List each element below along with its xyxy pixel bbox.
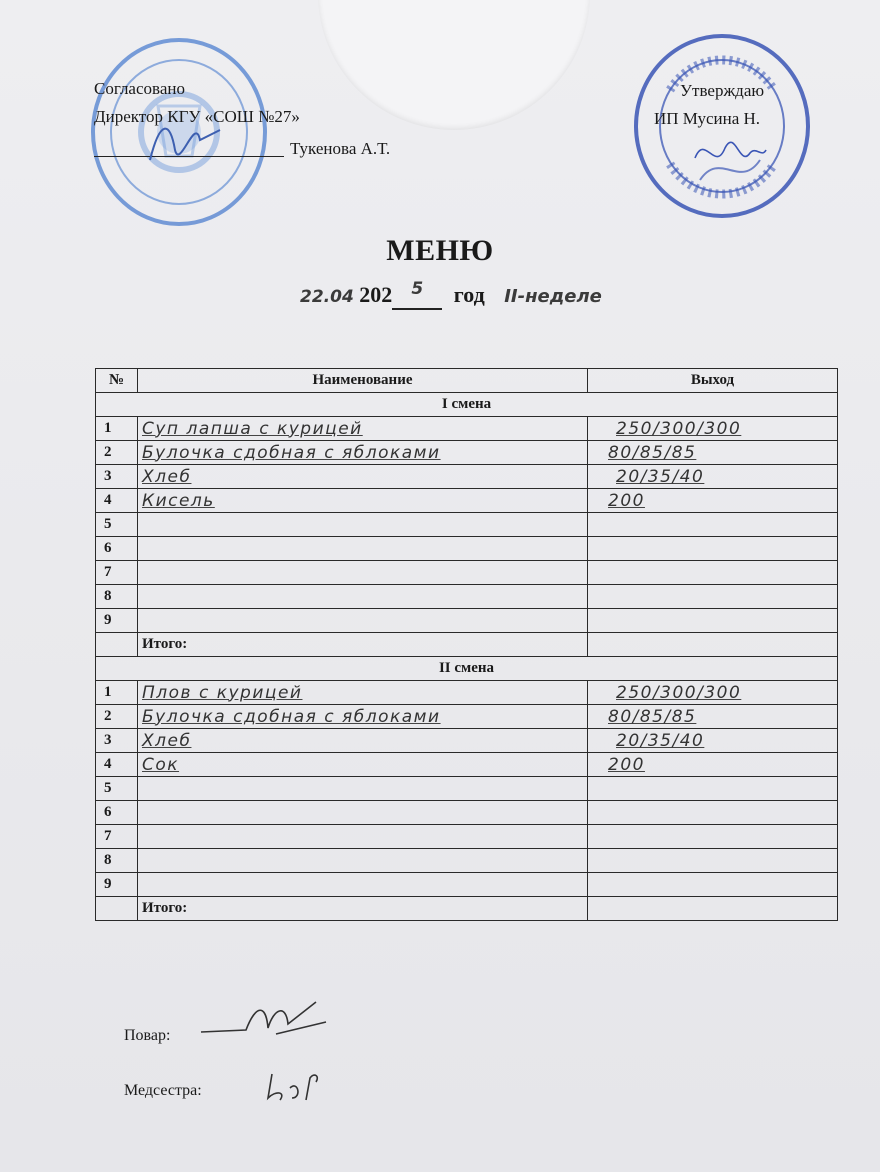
shift1-row-number: 1 [96, 417, 138, 441]
page-title: МЕНЮ [386, 234, 494, 267]
shift2-dish-name-text: Хлеб [142, 730, 192, 751]
shift2-row [96, 777, 838, 801]
shift2-row-number: 1 [96, 681, 138, 705]
shift1-row [96, 513, 838, 537]
shift1-dish-name [138, 441, 588, 465]
shift2-output-text: 250/300/300 [616, 682, 742, 703]
shift2-dish-name-text: Плов с курицей [142, 682, 303, 703]
shift1-output [588, 609, 838, 633]
shift1-dish-name-text: Суп лапша с курицей [142, 418, 363, 439]
shift1-dish-name [138, 513, 588, 537]
shift2-dish-name [138, 753, 588, 777]
shift1-row-number: 2 [96, 441, 138, 465]
shift2-output [588, 801, 838, 825]
shift2-total-label: Итого: [138, 897, 588, 921]
shift1-row [96, 489, 838, 513]
approval-approve-label: Утверждаю [680, 81, 765, 100]
shift1-row [96, 609, 838, 633]
shift1-dish-name [138, 585, 588, 609]
shift2-output [588, 777, 838, 801]
shift1-output [588, 561, 838, 585]
shift1-row [96, 585, 838, 609]
shift2-dish-name [138, 873, 588, 897]
shift2-row-number: 4 [96, 753, 138, 777]
shift1-dish-name [138, 417, 588, 441]
shift2-row-number: 8 [96, 849, 138, 873]
col-header-output: Выход [588, 369, 838, 393]
year-digit: 5 [411, 279, 424, 299]
shift2-row-number: 5 [96, 777, 138, 801]
shift1-row [96, 441, 838, 465]
shift2-dish-name-text: Булочка сдобная с яблоками [142, 706, 441, 727]
shift2-output [588, 681, 838, 705]
shift1-output [588, 513, 838, 537]
director-signature [140, 110, 230, 175]
shift2-row [96, 873, 838, 897]
shift2-dish-name [138, 825, 588, 849]
shift1-row-number: 3 [96, 465, 138, 489]
shift1-dish-name [138, 537, 588, 561]
shift1-rows [96, 417, 838, 633]
shift1-total-row [96, 633, 838, 657]
shift2-row [96, 681, 838, 705]
shift1-dish-name [138, 465, 588, 489]
shift1-total-label: Итого: [138, 633, 588, 657]
shift2-output [588, 705, 838, 729]
shift2-output [588, 825, 838, 849]
shift1-row-number: 7 [96, 561, 138, 585]
shift1-output [588, 585, 838, 609]
shift1-dish-name-text: Булочка сдобная с яблоками [142, 442, 441, 463]
shift2-rows [96, 681, 838, 897]
shift1-output-text: 20/35/40 [616, 466, 705, 487]
shift2-row-number: 3 [96, 729, 138, 753]
director-name: Тукенова А.Т. [290, 139, 391, 158]
shift2-dish-name [138, 777, 588, 801]
nurse-signature [262, 1068, 332, 1113]
shift1-row [96, 465, 838, 489]
shift2-output [588, 753, 838, 777]
shift1-output [588, 489, 838, 513]
shift1-row [96, 561, 838, 585]
shift2-row [96, 801, 838, 825]
shift2-output-text: 20/35/40 [616, 730, 705, 751]
col-header-number: № [96, 369, 138, 393]
shift2-row-number: 6 [96, 801, 138, 825]
shift1-dish-name [138, 561, 588, 585]
nurse-label: Медсестра: [124, 1082, 202, 1099]
owner-signature [690, 128, 770, 183]
shift2-dish-name-text: Сок [142, 754, 180, 775]
cook-signature [196, 994, 336, 1049]
col-header-name: Наименование [138, 369, 588, 393]
year-prefix: 202 [359, 282, 393, 307]
shift1-row [96, 417, 838, 441]
year-word: год [453, 282, 485, 307]
approval-director-label: Директор КГУ «СОШ №27» [94, 107, 300, 126]
shift1-row-number: 6 [96, 537, 138, 561]
menu-table [95, 368, 838, 921]
shift2-total-row [96, 897, 838, 921]
shift2-row [96, 729, 838, 753]
shift2-dish-name [138, 729, 588, 753]
shift1-dish-name [138, 489, 588, 513]
shift1-output-text: 80/85/85 [608, 442, 697, 463]
shift2-row [96, 705, 838, 729]
shift2-row-number: 7 [96, 825, 138, 849]
shift2-output [588, 729, 838, 753]
handwritten-date: 22.04 [300, 287, 354, 307]
shift1-output [588, 441, 838, 465]
shift2-dish-name [138, 849, 588, 873]
cook-label: Повар: [124, 1027, 171, 1044]
shift2-output-text: 200 [608, 754, 645, 775]
approval-owner-name: ИП Мусина Н. [654, 109, 761, 128]
shift1-output-text: 200 [608, 490, 645, 511]
shift1-dish-name-text: Кисель [142, 490, 215, 511]
shift1-output [588, 537, 838, 561]
shift2-row-number: 2 [96, 705, 138, 729]
shift1-dish-name [138, 609, 588, 633]
shift2-output [588, 873, 838, 897]
shift2-output [588, 849, 838, 873]
approval-agreed-label: Согласовано [94, 79, 185, 98]
shift1-title: I смена [96, 393, 838, 417]
shift2-title: II смена [96, 657, 838, 681]
shift2-row [96, 753, 838, 777]
shift1-output-text: 250/300/300 [616, 418, 742, 439]
shift1-dish-name-text: Хлеб [142, 466, 192, 487]
shift2-dish-name [138, 681, 588, 705]
shift1-row-number: 5 [96, 513, 138, 537]
shift2-output-text: 80/85/85 [608, 706, 697, 727]
shift1-row-number: 8 [96, 585, 138, 609]
shift2-row-number: 9 [96, 873, 138, 897]
shift1-row-number: 4 [96, 489, 138, 513]
shift1-output [588, 417, 838, 441]
shift2-row [96, 849, 838, 873]
shift1-row-number: 9 [96, 609, 138, 633]
date-line [300, 279, 602, 310]
shift2-row [96, 825, 838, 849]
week-label: II-неделе [504, 286, 602, 307]
shift2-dish-name [138, 705, 588, 729]
shift1-output [588, 465, 838, 489]
shift2-dish-name [138, 801, 588, 825]
shift1-row [96, 537, 838, 561]
